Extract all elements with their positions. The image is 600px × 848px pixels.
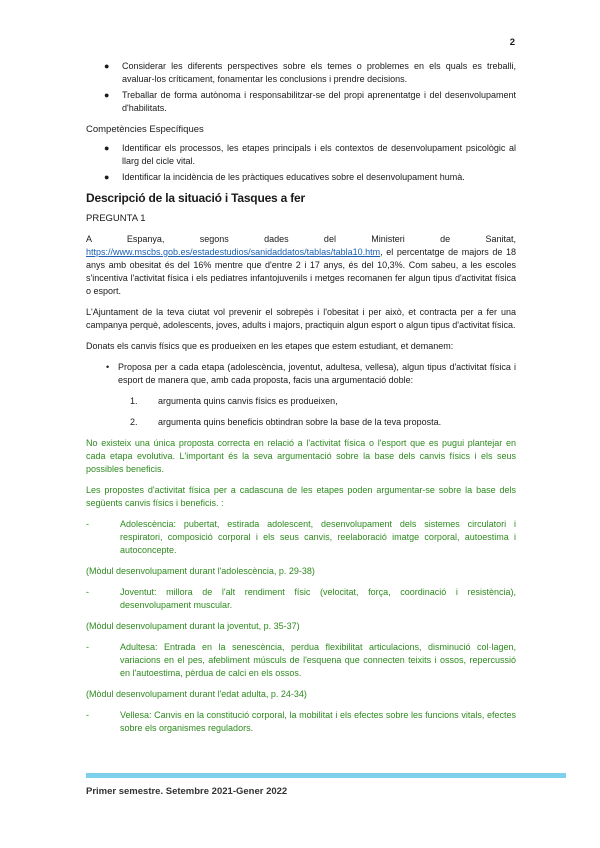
list-item: ● Considerar les diferents perspectives sobre els temes o problemes en els quals es treballi, avaluar-los críticament, fonamentar les conclusions i prendre decisions. xyxy=(104,61,516,84)
page-content xyxy=(86,60,516,743)
stage-item: - Adolescència: pubertat, estirada adolescent, desenvolupament dels sistemes circulatori i respiratori, composició corporal i els seus canvis, reelaboració imatge corporal, autoestima i autoconcepte. xyxy=(86,519,516,555)
list-item: ● Identificar la incidència de les pràctiques educatives sobre el desenvolupament humà. xyxy=(104,172,465,182)
numbered-item: 1. argumenta quins canvis físics es produeixen, xyxy=(130,396,338,406)
footer-text: Primer semestre. Setembre 2021-Gener 2022 xyxy=(86,786,288,797)
bullet-icon: • xyxy=(106,362,110,372)
module-reference: (Mòdul desenvolupament durant la joventut, p. 35-37) xyxy=(86,621,300,631)
list-item: ● Identificar els processos, les etapes principals i els contextos de desenvolupament psicològic al llarg del cicle vital. xyxy=(104,143,516,166)
ministry-link[interactable]: https://www.mscbs.gob.es/estadestudios/sanidaddatos/tablas/tabla10.htm xyxy=(86,247,381,257)
page-number: 2 xyxy=(509,37,515,48)
dash-marker: - xyxy=(86,642,89,652)
bullet-icon: ● xyxy=(104,90,110,100)
green-paragraph: No existeix una única proposta correcta en relació a l'activitat física o l'esport que es pugui plantejar en cada etapa evolutiva. L'important és la seva argumentació sobre la base dels canvis físics i els seus possibles beneficis. xyxy=(86,438,516,474)
list-item: ● Treballar de forma autònoma i responsabilitzar-se del propi aprenentatge i del desenvolupament d'habilitats. xyxy=(104,90,516,113)
section-label: Competències Específiques xyxy=(86,124,204,135)
bullet-icon: ● xyxy=(104,61,110,71)
bullet-icon: ● xyxy=(104,172,110,182)
dash-marker: - xyxy=(86,710,89,720)
paragraph: L'Ajuntament de la teva ciutat vol prevenir el sobrepès i l'obesitat i per això, et contracta per a fer una campanya perquè, adolescents, joves, adults i majors, practiquin algun esport o algun tipus d'activitat física. xyxy=(86,307,516,330)
stage-item: - Vellesa: Canvis en la constitució corporal, la mobilitat i els efectes sobre les funcions vitals, efectes sobre els organismes reguladors. xyxy=(86,710,516,733)
task-item: • Proposa per a cada etapa (adolescència, joventut, adultesa, vellesa), algun tipus d'activitat física i esport de manera que, amb cada proposta, facis una argumentació doble: xyxy=(106,362,516,385)
paragraph: A Espanya, segons dades del Ministeri de Sanitat, https://www.mscbs.gob.es/estadestudios/sanidaddatos/tablas/tabla10.htm, el percentatge de majors de 18 anys amb obesitat és del 16% mentre que d'entre 2 i 17 anys, és del 10,3%. Com sabeu, a les escoles s'incentiva l'activitat física i els pediatres infantojuvenils i metges recomanen fer algun tipus d'activitat física o esport. xyxy=(86,234,516,296)
module-reference: (Mòdul desenvolupament durant l'adolescència, p. 29-38) xyxy=(86,566,315,576)
dash-marker: - xyxy=(86,519,89,529)
section-heading: Descripció de la situació i Tasques a fer xyxy=(86,191,305,205)
question-label: PREGUNTA 1 xyxy=(86,213,146,224)
numbered-item: 2. argumenta quins beneficis obtindran sobre la base de la teva proposta. xyxy=(130,417,442,427)
paragraph: Donats els canvis físics que es produeixen en les etapes que estem estudiant, et demanem: xyxy=(86,341,454,351)
module-reference: (Mòdul desenvolupament durant l'edat adulta, p. 24-34) xyxy=(86,689,307,699)
stage-item: - Adultesa: Entrada en la senescència, perdua flexibilitat articulacions, disminució col·lagen, variacions en el pes, afebliment músculs de l'esquena que connecten teixits i ossos, repercussió en l'autoestima, pèrdua de calci en els ossos. xyxy=(86,642,516,678)
dash-marker: - xyxy=(86,587,89,597)
stage-item: - Joventut: millora de l'alt rendiment físic (velocitat, força, coordinació i resistència), desenvolupament muscular. xyxy=(86,587,516,610)
green-paragraph: Les propostes d'activitat física per a cadascuna de les etapes poden argumentar-se sobre la base dels següents canvis físics i beneficis. : xyxy=(86,485,516,508)
bullet-icon: ● xyxy=(104,143,110,153)
footer-divider xyxy=(86,773,566,778)
